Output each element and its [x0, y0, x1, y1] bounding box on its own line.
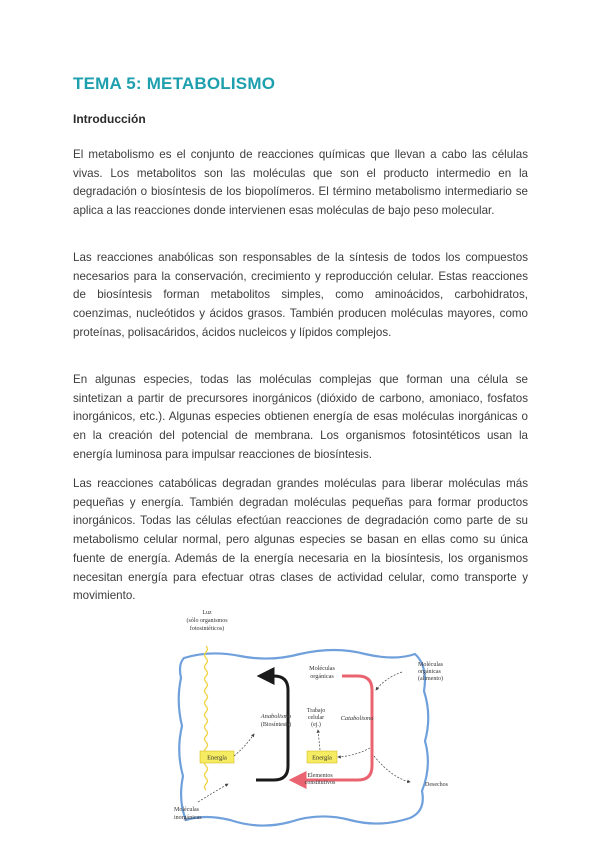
- waste-label: Desechos: [425, 782, 448, 788]
- light-label-line2: (sólo organismos: [186, 618, 228, 624]
- paragraph-inorganic-precursors: En algunas especies, todas las moléculas complejas que forman una célula se sintetizan a partir de precursores inorgánicos (dióxido de carbono, amoniaco, fosfatos inorgánicos, etc.). Algunas especies obtienen energía de esas moléculas inorgánicas o en la creación del potencial de membrana. Los organismos fotosintéticos usan la energía luminosa para impulsar reacciones de biosíntesis.: [73, 373, 528, 461]
- organic-nutrients-label: Moléculas: [418, 662, 443, 668]
- organic-molecules-label-line2: orgánicas: [310, 673, 334, 680]
- catabolism-to-energy-arrow: [338, 748, 370, 757]
- anabolism-label-line2: (Biosíntesis): [260, 722, 292, 728]
- waste-out-arrow: [374, 756, 410, 782]
- catabolism-label: Catabolismo: [340, 715, 374, 722]
- energy-to-anabolism-arrow: [234, 734, 254, 756]
- cellular-work-label-line3: (ej.): [311, 722, 321, 728]
- elements-label: Elementos: [307, 773, 333, 779]
- anabolism-label: Anabolismo: [260, 713, 292, 720]
- catabolism-arrow: [294, 676, 372, 780]
- energy-box-center-label: Energía: [312, 754, 332, 762]
- inorganic-molecules-label-line2: inorgánicas: [174, 815, 202, 821]
- inorganic-in-arrow: [198, 784, 228, 802]
- light-label-line3: fotosintéticos): [189, 626, 225, 632]
- paragraph-anabolic-reactions: Las reacciones anabólicas son responsables de la síntesis de todos los compuestos necesarios para la conservación, crecimiento y reproducción celular. Estas reacciones de biosíntesis forman metabolitos simples, como aminoácidos, carbohidratos, coenzimas, nucleótidos y ácidos grasos. También producen moléculas mayores, como proteínas, polisacáridos, ácidos nucleicos y lípidos complejos.: [73, 251, 528, 339]
- section-heading: Introducción: [73, 112, 146, 126]
- light-ray-wave: [205, 646, 208, 790]
- light-label: Luz: [202, 610, 212, 616]
- metabolism-diagram: [170, 606, 460, 842]
- cellular-work-label: Trabajo: [306, 708, 326, 714]
- paragraph-catabolic-reactions: Las reacciones catabólicas degradan grandes moléculas para liberar moléculas más pequeñas y energía. También degradan moléculas pequeñas para formar productos inorgánicos. Todas las células efectúan reacciones de degradación como parte de su metabolismo celular normal, pero algunas especies se basan en ellas como su única fuente de energía. Además de la energía necesaria en la biosíntesis, los organismos necesitan energía para efectuar otras clases de actividad celular, como transporte y movimiento.: [73, 477, 528, 603]
- elements-label-line2: constitutivos: [304, 780, 336, 786]
- page-title: TEMA 5: METABOLISMO: [73, 74, 276, 93]
- organic-nutrients-label-line3: (alimento): [418, 676, 443, 682]
- energy-to-work-arrow: [318, 730, 320, 750]
- nutrients-in-arrow: [376, 672, 402, 690]
- anabolism-arrow: [256, 676, 288, 780]
- inorganic-molecules-label: Moléculas: [174, 807, 199, 813]
- organic-molecules-label: Moléculas: [309, 665, 335, 672]
- cell-membrane: [179, 650, 429, 826]
- cellular-work-label-line2: celular: [307, 715, 325, 721]
- energy-box-left-label: Energía: [207, 754, 227, 762]
- paragraph-metabolism-definition: El metabolismo es el conjunto de reacciones químicas que llevan a cabo las células vivas. Los metabolitos son las moléculas que son el producto intermedio en la degradación o biosíntesis de los biopolímeros. El término metabolismo intermediario se aplica a las reacciones donde intervienen esas moléculas de bajo peso molecular.: [73, 148, 528, 218]
- organic-nutrients-label-line2: orgánicas: [418, 669, 441, 675]
